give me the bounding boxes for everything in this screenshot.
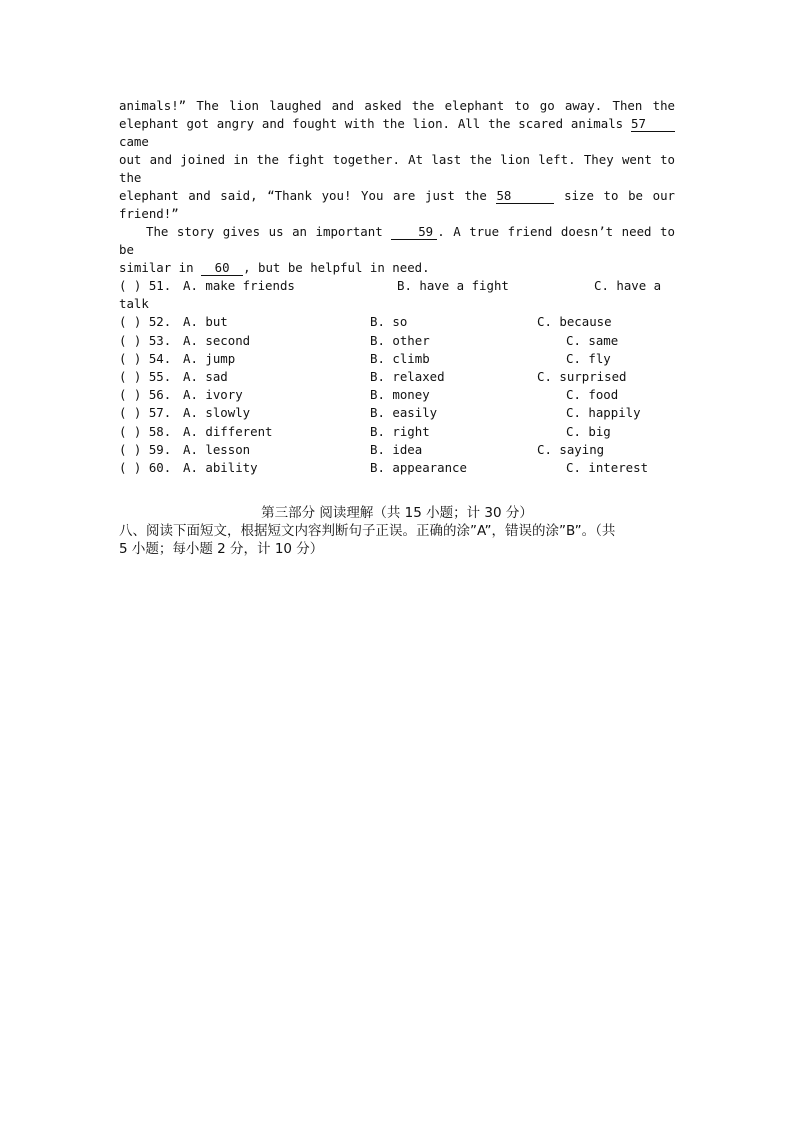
option-a: A. second [183, 332, 251, 348]
passage-text: . A true friend doesn’t need to be [119, 224, 675, 257]
option-a: A. slowly [183, 405, 251, 421]
passage-text: The story gives us an important [146, 224, 383, 239]
option-c: C. surprised [537, 368, 627, 384]
option-b: B. so [370, 314, 408, 330]
instruction-line: 5 小题；每小题 2 分，计 10 分） [119, 541, 324, 558]
passage-text: came [119, 134, 149, 149]
question-number: ( ) 57. [119, 405, 172, 421]
option-c-continued: talk [119, 296, 149, 312]
option-b: B. easily [370, 405, 438, 421]
passage-line: friend!” [119, 206, 179, 221]
question-number: ( ) 59. [119, 441, 172, 457]
passage-text: , but be helpful in need. [243, 260, 430, 275]
blank-57: 57 [631, 116, 675, 132]
question-number: ( ) 52. [119, 314, 172, 330]
passage-line [119, 223, 675, 259]
option-c: C. because [537, 314, 612, 330]
passage-text: elephant and said, “Thank you! You are just the [119, 188, 487, 203]
section-title: 第三部分 阅读理解（共 15 小题；计 30 分） [261, 505, 533, 522]
question-number: ( ) 53. [119, 332, 172, 348]
question-row-59 [119, 441, 675, 459]
option-a: A. make friends [183, 278, 295, 293]
option-a: A. sad [183, 368, 228, 384]
option-c: C. have a [594, 278, 662, 293]
passage-text: similar in [119, 260, 194, 275]
question-row-52 [119, 313, 675, 331]
question-number: ( ) 54. [119, 350, 172, 366]
document-page [119, 97, 675, 558]
section-instruction [119, 522, 675, 558]
option-c: C. food [566, 387, 619, 403]
cloze-passage [119, 97, 675, 277]
passage-text: elephant got angry and fought with the lion. All the scared animals [119, 116, 624, 131]
option-a: A. ability [183, 459, 258, 475]
question-row-54 [119, 350, 675, 368]
option-c: C. big [566, 423, 611, 439]
passage-line [119, 259, 675, 277]
option-b: B. climb [370, 350, 430, 366]
question-row-58 [119, 423, 675, 441]
option-b: B. other [370, 332, 430, 348]
question-row-53 [119, 332, 675, 350]
option-a: A. ivory [183, 387, 243, 403]
blank-59: 59 [391, 224, 437, 240]
passage-text: size to be our [564, 188, 675, 203]
option-c: C. same [566, 332, 619, 348]
option-a: A. lesson [183, 441, 251, 457]
question-row-60 [119, 459, 675, 477]
passage-line: animals!” The lion laughed and asked the elephant to go away. Then the [119, 98, 675, 113]
question-row-55 [119, 368, 675, 386]
option-a: A. but [183, 314, 228, 330]
question-row-57 [119, 404, 675, 422]
question-number: ( ) 55. [119, 368, 172, 384]
passage-line: out and joined in the fight together. At last the lion left. They went to the [119, 152, 675, 185]
option-c: C. happily [566, 405, 641, 421]
passage-line [119, 187, 675, 205]
blank-60: 60 [201, 260, 243, 276]
option-b: B. appearance [370, 459, 467, 475]
option-a: A. different [183, 423, 273, 439]
option-c: C. saying [537, 441, 605, 457]
question-row-51-wrap [119, 295, 675, 313]
question-number: ( ) 60. [119, 459, 172, 475]
option-b: B. right [370, 423, 430, 439]
option-c: C. fly [566, 350, 611, 366]
option-a: A. jump [183, 350, 236, 366]
option-b: B. money [370, 387, 430, 403]
question-row-56 [119, 386, 675, 404]
question-number: ( ) 58. [119, 423, 172, 439]
instruction-line: 八、阅读下面短文，根据短文内容判断句子正误。正确的涂”A”，错误的涂”B”。（共 [119, 523, 616, 540]
option-c: C. interest [566, 459, 649, 475]
option-b: B. idea [370, 441, 423, 457]
option-b: B. relaxed [370, 368, 445, 384]
question-number: ( ) 56. [119, 387, 172, 403]
question-number: ( ) 51. [119, 278, 172, 293]
passage-line [119, 115, 675, 151]
option-b: B. have a fight [397, 278, 509, 293]
question-row-51 [119, 277, 675, 295]
question-list [119, 277, 675, 477]
blank-58: 58 [496, 188, 554, 204]
